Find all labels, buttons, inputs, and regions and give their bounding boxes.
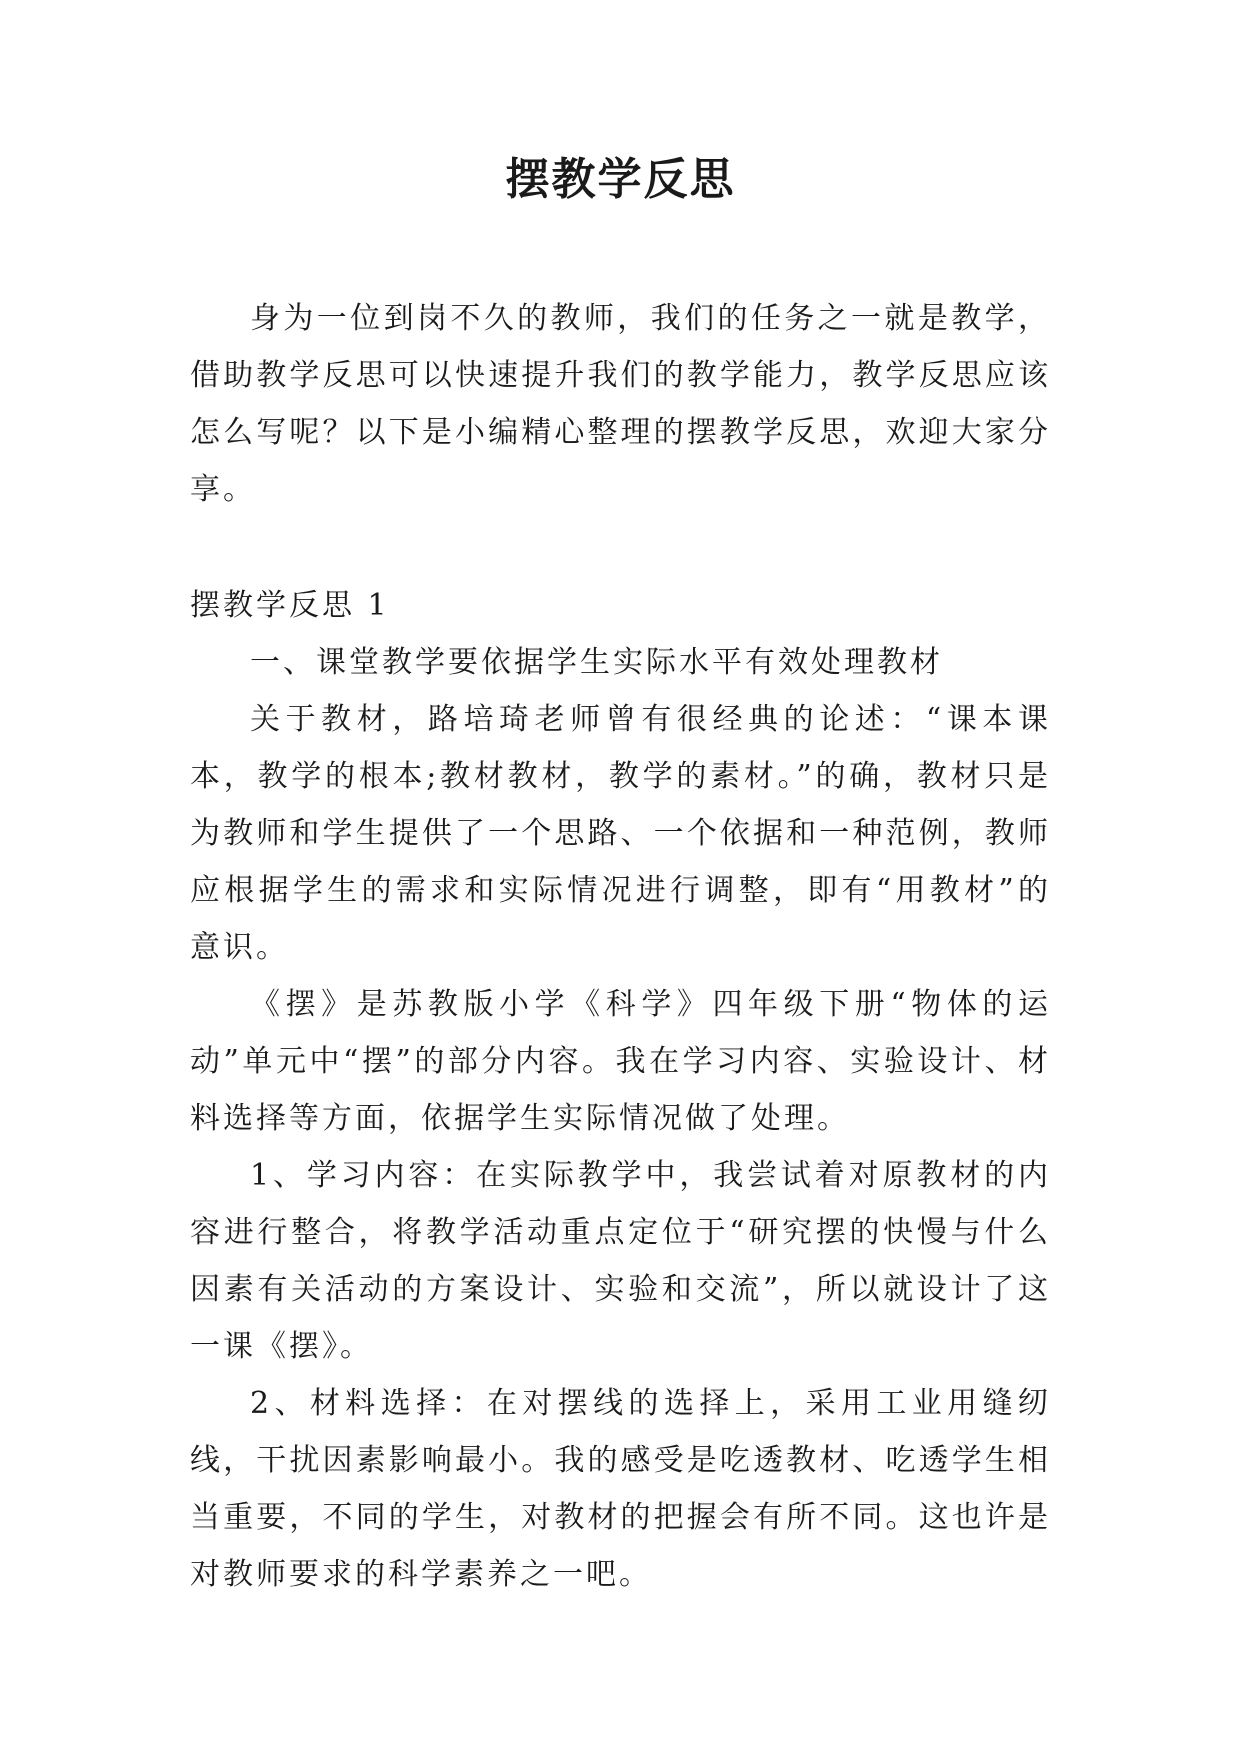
paragraph-heading-1: 一、课堂教学要依据学生实际水平有效处理教材: [250, 645, 943, 680]
paragraph: 2、材料选择：在对摆线的选择上，采用工业用缝纫线，干扰因素影响最小。我的感受是吃透教材、吃透学生相当重要，不同的学生，对教材的把握会有所不同。这也许是对教师要求的科学素养之一吧。: [190, 1386, 1051, 1592]
section-1: [190, 577, 1051, 1603]
intro-block: [190, 290, 1051, 518]
paragraph: 1、学习内容：在实际教学中，我尝试着对原教材的内容进行整合，将教学活动重点定位于“研究摆的快慢与什么因素有关活动的方案设计、实验和交流”，所以就设计了这一课《摆》。: [190, 1158, 1051, 1364]
document-title: 摆教学反思: [505, 154, 736, 205]
paragraph: 《摆》是苏教版小学《科学》四年级下册“物体的运动”单元中“摆”的部分内容。我在学习内容、实验设计、材料选择等方面，依据学生实际情况做了处理。: [190, 987, 1051, 1136]
paragraph: 关于教材，路培琦老师曾有很经典的论述：“课本课本，教学的根本;教材教材，教学的素材。”的确，教材只是为教师和学生提供了一个思路、一个依据和一种范例，教师应根据学生的需求和实际情况进行调整，即有“用教材”的意识。: [190, 702, 1051, 965]
intro-paragraph: 身为一位到岗不久的教师，我们的任务之一就是教学，借助教学反思可以快速提升我们的教学能力，教学反思应该怎么写呢？以下是小编精心整理的摆教学反思，欢迎大家分享。: [190, 301, 1051, 507]
section-heading: 摆教学反思 1: [190, 588, 390, 623]
